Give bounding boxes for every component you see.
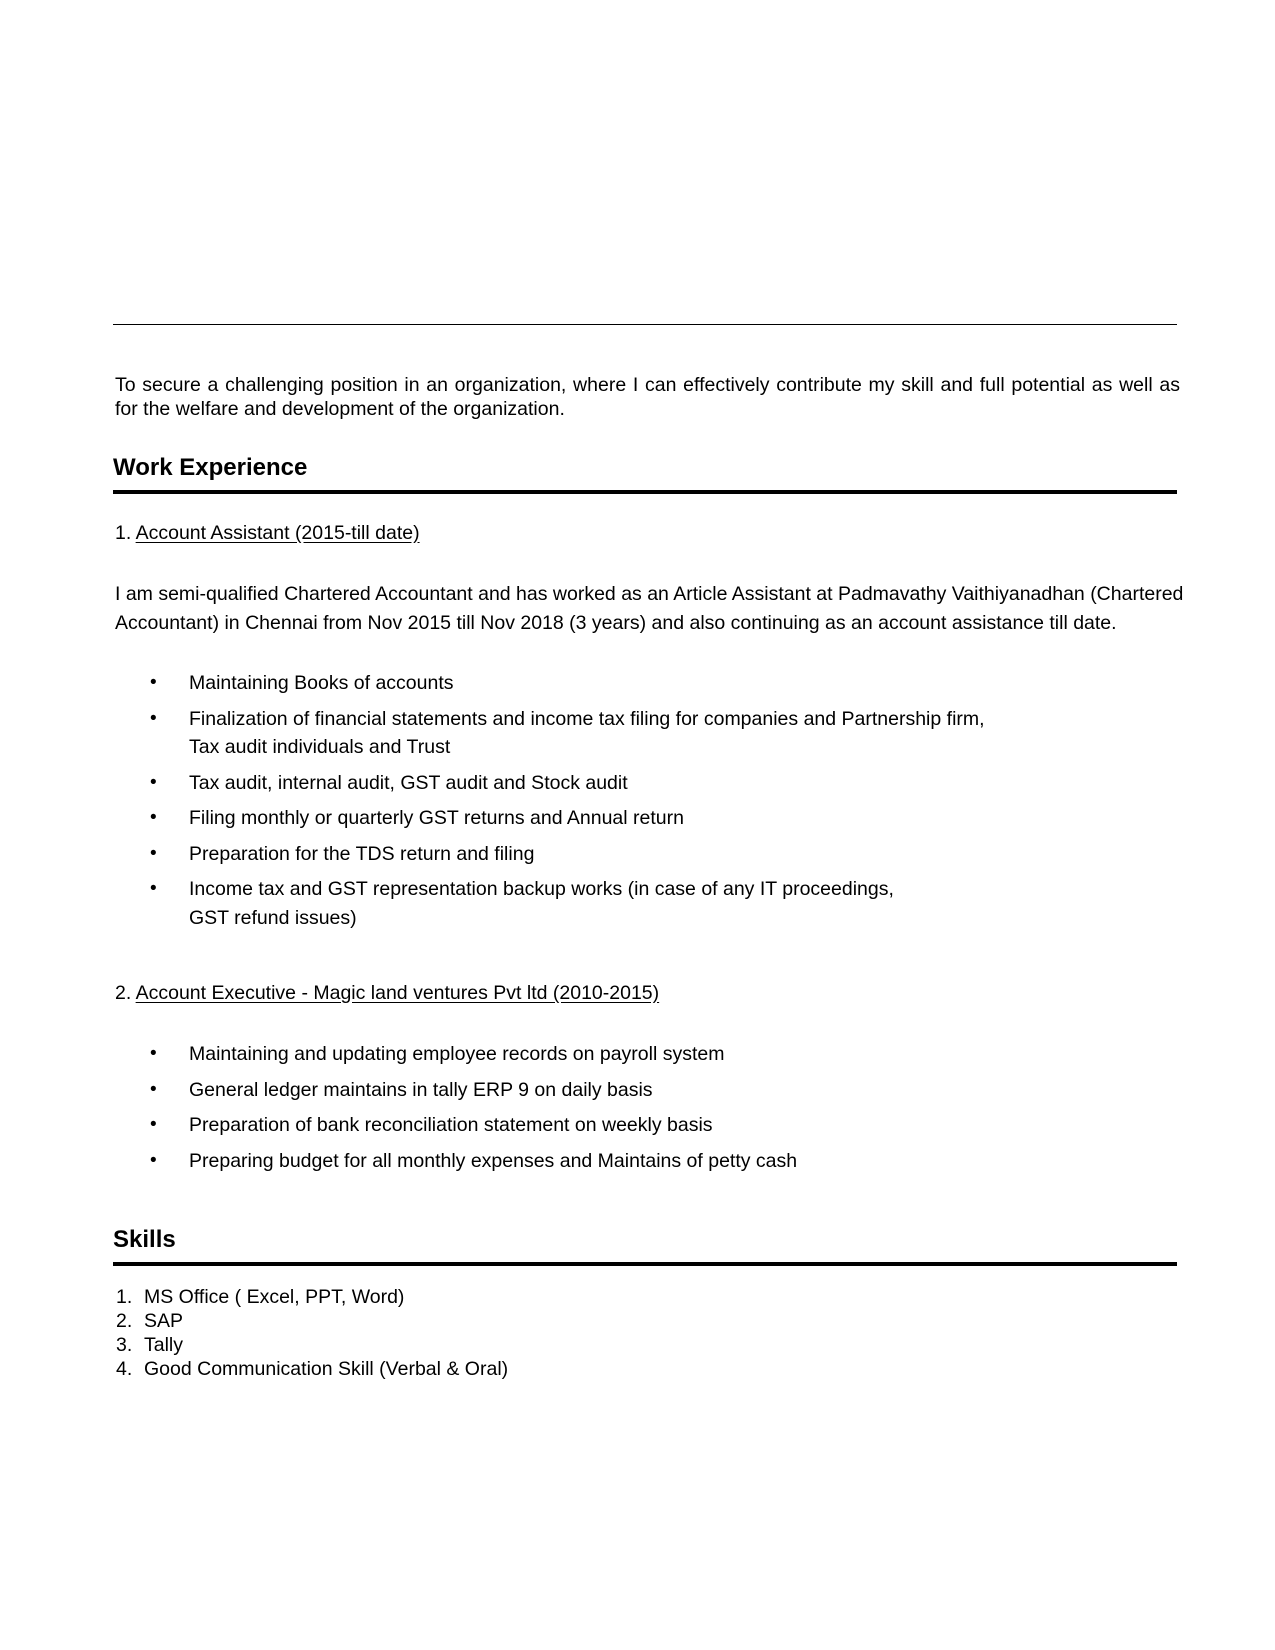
skills-heading: Skills	[113, 1226, 176, 1253]
job-1-title-text: Account Assistant (2015-till date)	[135, 522, 420, 544]
skills-divider	[113, 1262, 1177, 1266]
list-item: • Tax audit, internal audit, GST audit and Stock audit	[150, 769, 1050, 798]
skills-list	[116, 1285, 508, 1381]
list-item: • Preparation of bank reconciliation statement on weekly basis	[150, 1111, 1050, 1140]
list-item: • General ledger maintains in tally ERP 9 on daily basis	[150, 1076, 1050, 1105]
list-item: • Preparation for the TDS return and filing	[150, 840, 1050, 869]
list-item: 3. Tally	[116, 1334, 184, 1356]
list-item: • Income tax and GST representation backup works (in case of any IT proceedings, GST refund issues)	[150, 875, 1050, 932]
list-item: 1. MS Office ( Excel, PPT, Word)	[116, 1286, 405, 1308]
list-item: • Finalization of financial statements and income tax filing for companies and Partnership firm, Tax audit individuals and Trust	[150, 705, 1050, 762]
list-item: • Filing monthly or quarterly GST returns and Annual return	[150, 804, 1050, 833]
top-divider	[113, 324, 1177, 325]
list-item: • Preparing budget for all monthly expenses and Maintains of petty cash	[150, 1147, 1050, 1176]
work-experience-divider	[113, 490, 1177, 494]
job-1-number: 1.	[115, 522, 132, 544]
objective-text: To secure a challenging position in an organization, where I can effectively contribute my skill and full potential as well as for the welfare and development of the organization.	[115, 374, 1180, 420]
job-1-summary: I am semi-qualified Chartered Accountant and has worked as an Article Assistant at Padmavathy Vaithiyanadhan (Chartered Accountant) in Chennai from Nov 2015 till Nov 2018 (3 years) and also continuing as an account assistance till date.	[115, 583, 1184, 634]
job-2-title	[115, 982, 659, 1005]
job-2-bullet-list	[150, 1040, 1050, 1175]
job-2-number: 2.	[115, 982, 132, 1004]
job-1-title	[115, 522, 420, 545]
work-experience-heading: Work Experience	[113, 454, 308, 481]
list-item: 2. SAP	[116, 1310, 184, 1332]
job-2-title-text: Account Executive - Magic land ventures Pvt ltd (2010-2015)	[135, 982, 660, 1004]
list-item: • Maintaining and updating employee records on payroll system	[150, 1040, 1050, 1069]
job-1-bullet-list	[150, 669, 1050, 932]
list-item: • Maintaining Books of accounts	[150, 669, 1050, 698]
list-item: 4. Good Communication Skill (Verbal & Oral)	[116, 1358, 509, 1380]
